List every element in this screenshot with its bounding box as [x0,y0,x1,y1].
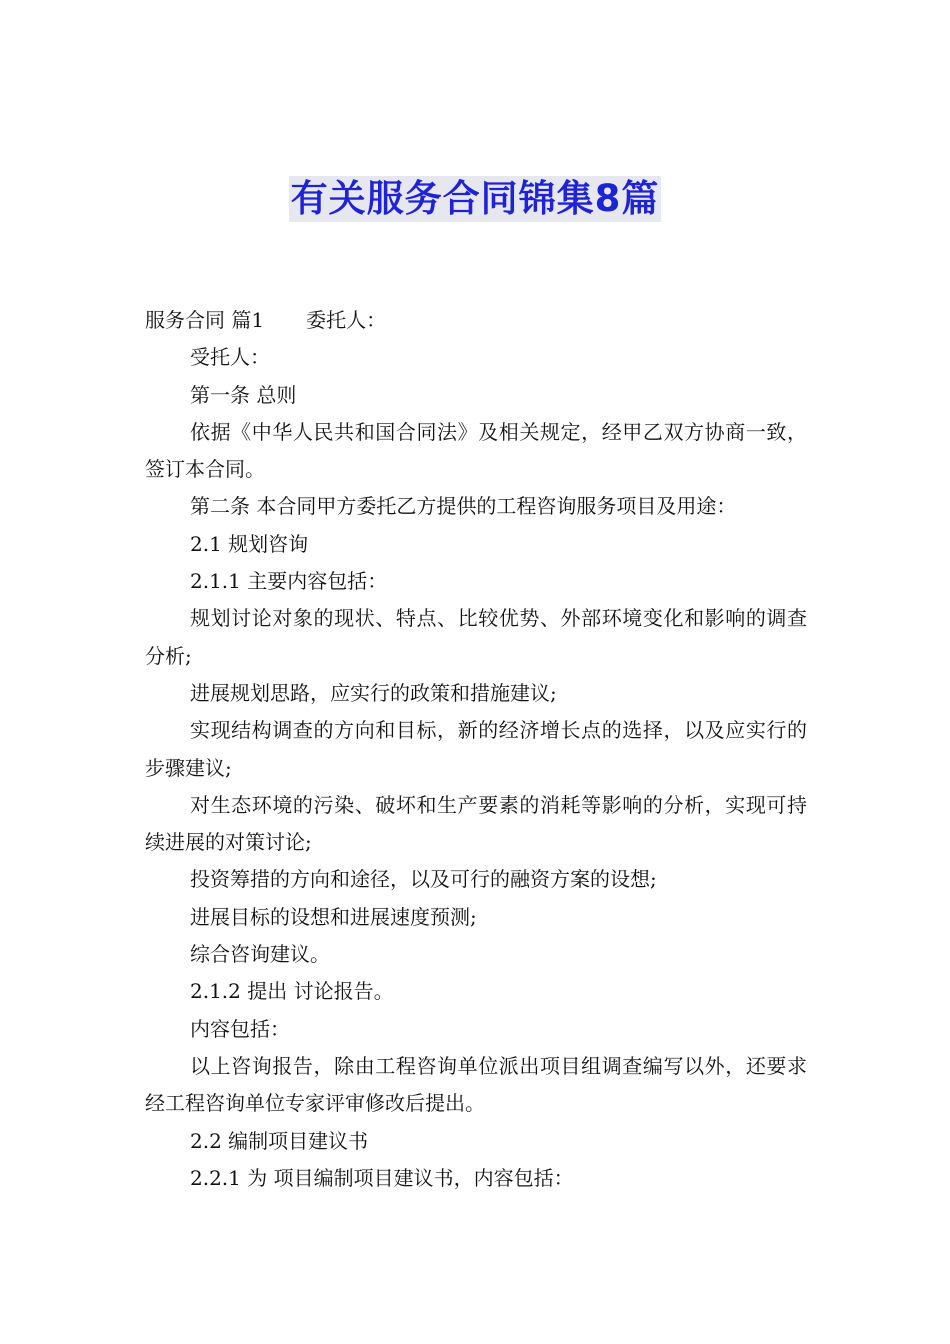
paragraph: 进展规划思路，应实行的政策和措施建议; [190,680,557,705]
principal-label: 委托人： [306,308,387,332]
paragraph: 以上咨询报告，除由工程咨询单位派出项目组调查编写以外，还要求经工程咨询单位专家评审修改后提出。 [145,1053,807,1116]
title-container [0,176,950,222]
paragraph: 规划讨论对象的现状、特点、比较优势、外部环境变化和影响的调查分析; [145,606,807,668]
paragraph: 实现结构调查的方向和目标，新的经济增长点的选择，以及应实行的步骤建议; [145,718,807,780]
document-body [145,302,807,1197]
paragraph: 依据《中华人民共和国合同法》及相关规定，经甲乙双方协商一致，签订本合同。 [145,419,807,482]
paragraph: 2.1 规划咨询 [190,531,309,556]
paragraph: 2.2.1 为 项目编制项目建议书，内容包括： [190,1165,574,1190]
paragraph: 投资筹措的方向和途径，以及可行的融资方案的设想; [190,867,657,892]
paragraph: 第二条 本合同甲方委托乙方提供的工程咨询服务项目及用途： [190,494,737,519]
paragraph: 内容包括： [190,1016,290,1041]
paragraph: 2.1.1 主要内容包括： [190,569,388,594]
paragraph: 2.1.2 提出 讨论报告。 [190,979,394,1004]
document-title: 有关服务合同锦集8篇 [290,177,660,220]
paragraph: 进展目标的设想和进展速度预测; [190,904,477,929]
first-line [145,302,807,339]
paragraph: 受托人： [190,345,270,370]
paragraph: 综合咨询建议。 [190,942,330,967]
paragraph: 2.2 编制项目建议书 [190,1128,369,1153]
contract-heading: 服务合同 篇1 [145,308,265,332]
paragraph: 第一条 总则 [190,382,297,407]
paragraph: 对生态环境的污染、破坏和生产要素的消耗等影响的分析，实现可持续进展的对策讨论; [145,792,807,855]
